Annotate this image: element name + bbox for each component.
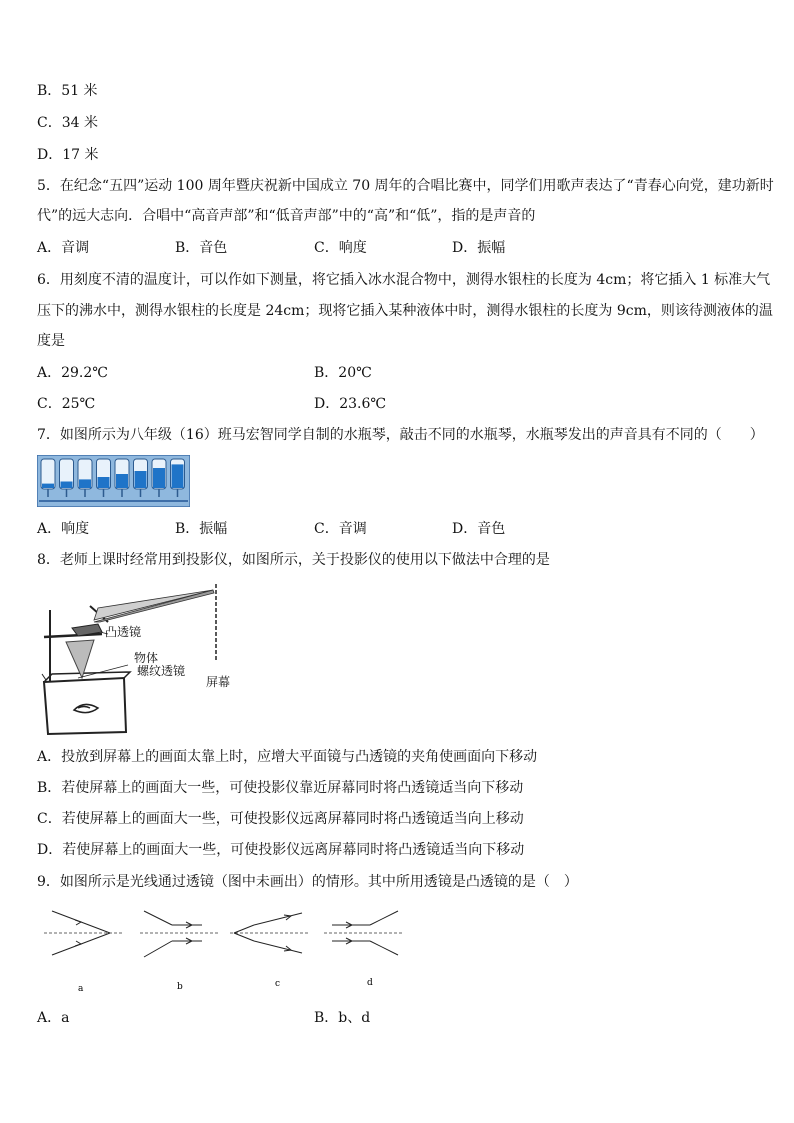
- label-fresnel-lens: 螺纹透镜: [137, 664, 186, 678]
- q5-option-a: A．音调: [37, 240, 90, 256]
- water-bottle-instrument-figure: [37, 455, 190, 507]
- q7-stem: 7．如图所示为八年级（16）班马宏智同学自制的水瓶琴，敲击不同的水瓶琴，水瓶琴发出的声音具有不同的（ ）: [37, 427, 764, 443]
- q6-option-d: D．23.6℃: [314, 396, 387, 412]
- label-object: 物体: [134, 651, 159, 665]
- caption-c: c: [275, 979, 281, 989]
- q8-option-d: D．若使屏幕上的画面大一些，可使投影仪远离屏幕同时将凸透镜适当向下移动: [37, 842, 525, 858]
- label-convex-lens: 凸透镜: [105, 625, 142, 639]
- q9-stem: 9．如图所示是光线通过透镜（图中未画出）的情形。其中所用透镜是凸透镜的是（ ）: [37, 874, 578, 890]
- q8-option-b: B．若使屏幕上的画面大一些，可使投影仪靠近屏幕同时将凸透镜适当向下移动: [37, 780, 524, 796]
- q9-option-a: A．a: [37, 1010, 70, 1026]
- q8-option-c: C．若使屏幕上的画面大一些，可使投影仪远离屏幕同时将凸透镜适当向上移动: [37, 811, 524, 827]
- option-c-prev: C．34 米: [37, 115, 98, 131]
- caption-d: d: [367, 978, 373, 988]
- q5-option-d: D．振幅: [452, 240, 506, 256]
- option-d-prev: D．17 米: [37, 147, 99, 163]
- q6-option-b: B．20℃: [314, 365, 372, 381]
- q8-stem: 8．老师上课时经常用到投影仪，如图所示，关于投影仪的使用以下做法中合理的是: [37, 552, 550, 568]
- q5-option-b: B．音色: [175, 240, 228, 256]
- q9-option-b: B．b、d: [314, 1010, 371, 1026]
- q6-option-c: C．25℃: [37, 396, 96, 412]
- option-b-prev: B．51 米: [37, 83, 98, 99]
- q5-stem-line1: 5．在纪念“五四”运动 100 周年暨庆祝新中国成立 70 周年的合唱比赛中，同学们用歌声表达了“青春心向党，建功新时: [37, 178, 774, 194]
- q7-option-b: B．振幅: [175, 521, 228, 537]
- q7-option-c: C．音调: [314, 521, 367, 537]
- q7-option-d: D．音色: [452, 521, 506, 537]
- q6-stem-line2: 压下的沸水中，测得水银柱的长度是 24cm；现将它插入某种液体中时，测得水银柱的长度为 9cm，则该待测液体的温: [37, 303, 773, 319]
- lens-rays-figure: [40, 903, 410, 993]
- q5-option-c: C．响度: [314, 240, 367, 256]
- caption-a: a: [78, 984, 84, 993]
- q6-stem-line1: 6．用刻度不清的温度计，可以作如下测量，将它插入冰水混合物中，测得水银柱的长度为 4cm；将它插入 1 标准大气: [37, 272, 771, 288]
- q6-option-a: A．29.2℃: [37, 365, 108, 381]
- q5-stem-line2: 代”的远大志向．合唱中“高音声部”和“低音声部”中的“高”和“低”，指的是声音的: [37, 208, 536, 224]
- q7-option-a: A．响度: [37, 521, 90, 537]
- label-screen: 屏幕: [206, 675, 231, 689]
- q6-stem-line3: 度是: [37, 333, 65, 349]
- caption-b: b: [177, 982, 183, 992]
- q8-option-a: A．投放到屏幕上的画面太靠上时，应增大平面镜与凸透镜的夹角使画面向下移动: [37, 749, 538, 765]
